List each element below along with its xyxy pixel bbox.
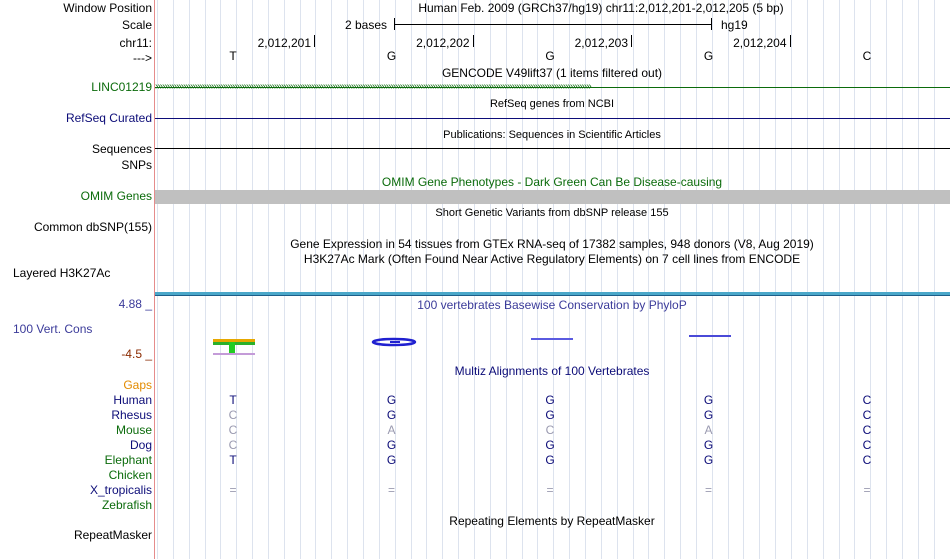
aligned-base: G <box>703 438 714 452</box>
omim-track-title: OMIM Gene Phenotypes - Dark Green Can Be Disease-causing <box>381 175 723 189</box>
cons-logo-T <box>213 339 255 355</box>
window-position-label: Window Position <box>63 1 152 15</box>
chrom-tick-mark <box>473 35 474 47</box>
refseq-track-label[interactable]: RefSeq Curated <box>65 111 152 125</box>
h3k27ac-track-title: H3K27Ac Mark (Often Found Near Active Regulatory Elements) on 7 cell lines from ENCODE <box>303 252 801 266</box>
gaps-label: Gaps <box>123 378 152 392</box>
aligned-base: T <box>229 393 237 407</box>
aligned-base: G <box>545 393 555 407</box>
strand-label[interactable]: ---> <box>133 51 152 65</box>
reference-base: G <box>545 49 555 63</box>
track-label-column <box>0 0 154 559</box>
gtex-track-title: Gene Expression in 54 tissues from GTEx RNA-seq of 17382 samples, 948 donors (V8, Aug 2019) <box>290 237 814 251</box>
aligned-base: G <box>703 453 714 467</box>
window-position-value: Human Feb. 2009 (GRCh37/hg19) chr11:2,012,201-2,012,205 (5 bp) <box>418 1 784 15</box>
reference-base: T <box>229 49 237 63</box>
aligned-base: = <box>863 483 871 497</box>
aligned-base: G <box>545 438 555 452</box>
aligned-base: G <box>386 453 397 467</box>
publications-track-title: Publications: Sequences in Scientific Articles <box>443 129 661 141</box>
cons-track-label[interactable]: 100 Vert. Cons <box>13 322 93 336</box>
repeatmasker-track-label[interactable]: RepeatMasker <box>73 528 152 542</box>
repeatmasker-track-title: Repeating Elements by RepeatMasker <box>449 514 655 528</box>
h3k27ac-track-label[interactable]: Layered H3K27Ac <box>13 266 111 280</box>
aligned-base: G <box>703 393 714 407</box>
scale-label: Scale <box>121 18 152 32</box>
chrom-tick-label: 2,012,201 <box>257 36 311 50</box>
species-label[interactable]: X_tropicalis <box>89 483 152 497</box>
refseq-gene-line[interactable] <box>155 118 950 119</box>
chrom-tick-label: 2,012,202 <box>416 36 470 50</box>
aligned-base: = <box>546 483 554 497</box>
aligned-base: G <box>703 408 714 422</box>
cons-logo-G <box>373 339 415 345</box>
aligned-base: = <box>704 483 713 497</box>
chrom-tick-mark <box>790 35 791 47</box>
dbsnp-track-title: Short Genetic Variants from dbSNP release 155 <box>435 207 669 219</box>
species-label[interactable]: Zebrafish <box>101 498 152 512</box>
species-label[interactable]: Elephant <box>104 453 152 467</box>
aligned-base: = <box>229 483 237 497</box>
aligned-base: G <box>545 453 555 467</box>
cons-logo-G3 <box>689 335 731 337</box>
aligned-base: G <box>386 408 397 422</box>
sequences-track-label[interactable]: Sequences <box>91 142 152 156</box>
reference-base: G <box>386 49 397 63</box>
aligned-base: C <box>862 423 872 437</box>
scale-right-tick <box>711 18 712 30</box>
chrom-tick-mark <box>631 35 632 47</box>
scale-left-text: 2 bases <box>345 18 388 32</box>
dbsnp-track-label[interactable]: Common dbSNP(155) <box>33 220 152 234</box>
aligned-base: C <box>228 408 238 422</box>
aligned-base: C <box>862 408 872 422</box>
omim-feature-bar[interactable] <box>155 190 950 204</box>
snps-track-label[interactable]: SNPs <box>121 158 152 172</box>
cons-max-value: 4.88 _ <box>118 297 152 311</box>
cons-logo-G2 <box>531 338 573 340</box>
scale-bar <box>394 24 711 25</box>
species-label[interactable]: Rhesus <box>111 408 152 422</box>
aligned-base: = <box>387 483 396 497</box>
aligned-base: A <box>704 423 713 437</box>
species-label[interactable]: Mouse <box>115 423 152 437</box>
aligned-base: C <box>228 438 238 452</box>
aligned-base: G <box>386 393 397 407</box>
h3k27ac-signal-edge <box>155 295 950 296</box>
aligned-base: C <box>228 423 238 437</box>
gencode-track-label[interactable]: LINC01219 <box>91 80 152 94</box>
aligned-base: T <box>229 453 237 467</box>
track-image[interactable] <box>155 0 950 559</box>
aligned-base: G <box>545 408 555 422</box>
aligned-base: C <box>545 423 555 437</box>
multiz-track-title: Multiz Alignments of 100 Vertebrates <box>454 364 650 378</box>
reference-base: G <box>703 49 714 63</box>
aligned-base: C <box>862 453 872 467</box>
chrom-tick-label: 2,012,204 <box>733 36 787 50</box>
aligned-base: C <box>862 393 872 407</box>
gencode-track-title: GENCODE V49lift37 (1 items filtered out) <box>441 66 663 80</box>
cons-min-value: -4.5 _ <box>121 347 152 361</box>
reference-base: C <box>862 49 872 63</box>
aligned-base: A <box>387 423 396 437</box>
gencode-gene-line <box>155 87 950 88</box>
cons-logo-plot[interactable] <box>155 328 950 358</box>
publications-line <box>155 148 950 149</box>
species-label[interactable]: Dog <box>129 438 152 452</box>
species-label[interactable]: Chicken <box>108 468 152 482</box>
chrom-tick-label: 2,012,203 <box>574 36 628 50</box>
scale-right-text: hg19 <box>721 18 748 32</box>
aligned-base: C <box>862 438 872 452</box>
cons-track-title: 100 vertebrates Basewise Conservation by PhyloP <box>417 298 687 312</box>
refseq-track-title: RefSeq genes from NCBI <box>489 98 615 110</box>
omim-track-label[interactable]: OMIM Genes <box>80 189 152 203</box>
chrom-label: chr11: <box>119 36 152 50</box>
species-label[interactable]: Human <box>113 393 152 407</box>
chrom-tick-mark <box>314 35 315 47</box>
aligned-base: G <box>386 438 397 452</box>
